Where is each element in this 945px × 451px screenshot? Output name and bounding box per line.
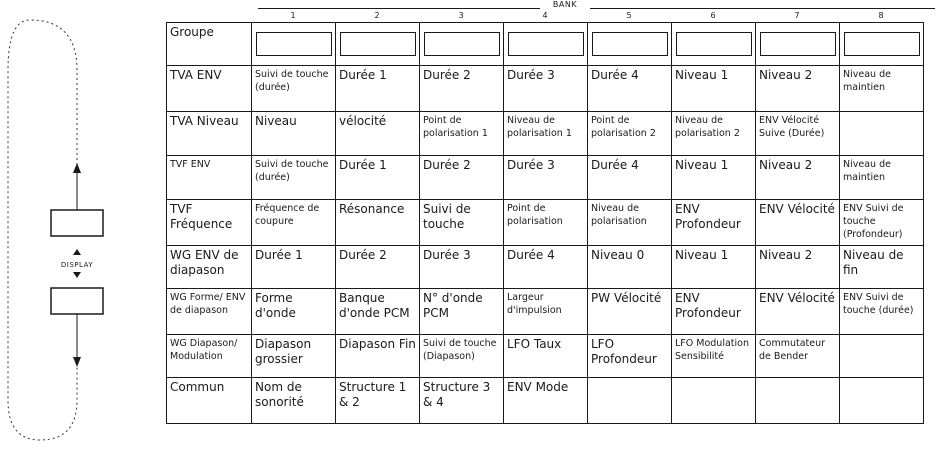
param-cell: Fréquence de coupure: [252, 200, 336, 246]
param-cell: Niveau de maintien: [840, 66, 924, 112]
row-label: WG Forme/ ENV de diapason: [167, 289, 252, 335]
table-row: [167, 66, 924, 112]
group-box: [424, 32, 500, 56]
param-cell: Point de polarisation: [504, 200, 588, 246]
group-row: [167, 23, 924, 66]
param-cell: Durée 4: [588, 66, 672, 112]
param-cell: Niveau 1: [672, 156, 756, 200]
param-cell: [840, 335, 924, 378]
parameter-grid: [166, 22, 924, 424]
bank-number: 6: [710, 11, 716, 20]
group-cell: [252, 23, 336, 66]
group-box: [676, 32, 752, 56]
param-cell: ENV Vélocité: [756, 289, 840, 335]
row-label: TVA ENV: [167, 66, 252, 112]
param-cell: [672, 378, 756, 424]
table-row: [167, 112, 924, 156]
param-cell: Diapason grossier: [252, 335, 336, 378]
row-label: TVF Fréquence: [167, 200, 252, 246]
param-cell: Commutateur de Bender: [756, 335, 840, 378]
group-cell: [672, 23, 756, 66]
param-cell: Diapason Fin: [336, 335, 420, 378]
table-row: [167, 246, 924, 289]
param-cell: ENV Suivi de touche (Profondeur): [840, 200, 924, 246]
table-row: [167, 335, 924, 378]
group-box: [340, 32, 416, 56]
param-cell: ENV Vélocité: [756, 200, 840, 246]
param-cell: Suivi de touche: [420, 200, 504, 246]
param-cell: Niveau 1: [672, 246, 756, 289]
row-label: TVF ENV: [167, 156, 252, 200]
param-cell: Niveau 0: [588, 246, 672, 289]
param-cell: Suivi de touche (durée): [252, 66, 336, 112]
group-cell: [840, 23, 924, 66]
row-label: WG Diapason/ Modulation: [167, 335, 252, 378]
display-box-lower: [51, 288, 103, 314]
param-cell: LFO Taux: [504, 335, 588, 378]
param-cell: LFO Profondeur: [588, 335, 672, 378]
param-cell: ENV Mode: [504, 378, 588, 424]
param-cell: Niveau 2: [756, 66, 840, 112]
param-cell: Niveau: [252, 112, 336, 156]
group-box: [760, 32, 836, 56]
param-cell: ENV Suivi de touche (durée): [840, 289, 924, 335]
param-cell: ENV Profondeur: [672, 200, 756, 246]
param-cell: Niveau de fin: [840, 246, 924, 289]
param-cell: [840, 112, 924, 156]
display-navigation-diagram: [0, 0, 150, 451]
param-cell: Suivi de touche (durée): [252, 156, 336, 200]
param-cell: Durée 1: [252, 246, 336, 289]
bank-title: BANK: [540, 0, 590, 9]
param-cell: Structure 1 & 2: [336, 378, 420, 424]
param-cell: ENV Profondeur: [672, 289, 756, 335]
bank-number: 2: [374, 11, 380, 20]
bank-number: 4: [542, 11, 548, 20]
group-cell: [336, 23, 420, 66]
row-label: TVA Niveau: [167, 112, 252, 156]
display-box-upper: [51, 210, 103, 236]
param-cell: Durée 1: [336, 66, 420, 112]
param-cell: Durée 1: [336, 156, 420, 200]
bank-number: 1: [290, 11, 296, 20]
param-cell: Nom de sonorité: [252, 378, 336, 424]
bank-divider: [258, 8, 935, 9]
group-cell: [756, 23, 840, 66]
bank-number: 5: [626, 11, 632, 20]
group-cell: [420, 23, 504, 66]
param-cell: Niveau 1: [672, 66, 756, 112]
param-cell: Niveau de polarisation: [588, 200, 672, 246]
param-cell: Banque d'onde PCM: [336, 289, 420, 335]
param-cell: Durée 3: [504, 156, 588, 200]
table-row: [167, 200, 924, 246]
param-cell: N° d'onde PCM: [420, 289, 504, 335]
param-cell: vélocité: [336, 112, 420, 156]
param-cell: Forme d'onde: [252, 289, 336, 335]
group-box: [508, 32, 584, 56]
param-cell: Niveau de polarisation 1: [504, 112, 588, 156]
param-cell: Durée 2: [336, 246, 420, 289]
param-cell: Point de polarisation 2: [588, 112, 672, 156]
bank-number: 7: [794, 11, 800, 20]
param-cell: Durée 4: [588, 156, 672, 200]
param-cell: Niveau 2: [756, 246, 840, 289]
table-row: [167, 378, 924, 424]
param-cell: Structure 3 & 4: [420, 378, 504, 424]
param-cell: ENV Vélocité Suive (Durée): [756, 112, 840, 156]
group-cell: [588, 23, 672, 66]
param-cell: Durée 3: [420, 246, 504, 289]
param-cell: Niveau de maintien: [840, 156, 924, 200]
group-box: [256, 32, 332, 56]
bank-number: 8: [878, 11, 884, 20]
param-cell: Suivi de touche (Diapason): [420, 335, 504, 378]
param-cell: Durée 2: [420, 156, 504, 200]
arrow-down-icon: [73, 357, 81, 367]
group-box: [592, 32, 668, 56]
group-label: Groupe: [167, 23, 252, 66]
param-cell: PW Vélocité: [588, 289, 672, 335]
param-cell: Durée 3: [504, 66, 588, 112]
param-cell: Largeur d'impulsion: [504, 289, 588, 335]
param-cell: Niveau de polarisation 2: [672, 112, 756, 156]
display-up-arrow-icon: [73, 249, 81, 255]
param-cell: [756, 378, 840, 424]
group-box: [844, 32, 920, 56]
param-cell: Niveau 2: [756, 156, 840, 200]
arrow-up-icon: [73, 163, 81, 173]
param-cell: Résonance: [336, 200, 420, 246]
bank-number: 3: [458, 11, 464, 20]
row-label: WG ENV de diapason: [167, 246, 252, 289]
group-cell: [504, 23, 588, 66]
param-cell: Point de polarisation 1: [420, 112, 504, 156]
param-cell: [588, 378, 672, 424]
param-cell: [840, 378, 924, 424]
display-label: DISPLAY: [60, 261, 94, 269]
display-down-arrow-icon: [73, 272, 81, 278]
param-cell: LFO Modulation Sensibilité: [672, 335, 756, 378]
param-cell: Durée 4: [504, 246, 588, 289]
param-cell: Durée 2: [420, 66, 504, 112]
table-row: [167, 156, 924, 200]
row-label: Commun: [167, 378, 252, 424]
table-row: [167, 289, 924, 335]
